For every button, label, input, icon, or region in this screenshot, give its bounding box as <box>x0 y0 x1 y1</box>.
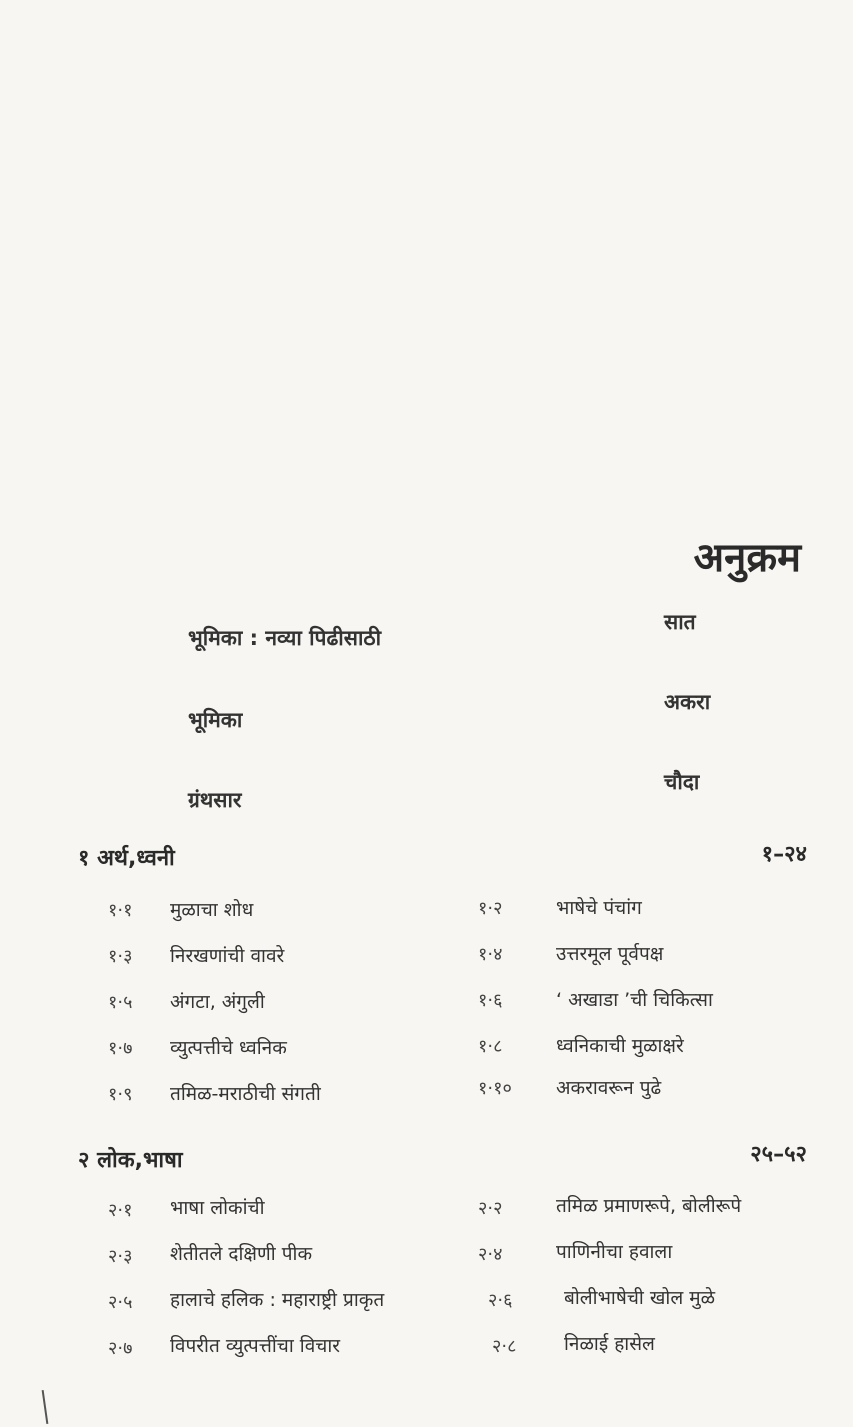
section-number: २·१ <box>108 1200 133 1221</box>
section-title: विपरीत व्युत्पत्तींचा विचार <box>170 1335 341 1357</box>
section-title: हालाचे हलिक : महाराष्ट्री प्राकृत <box>170 1289 385 1311</box>
chapter-title: २ लोक,भाषा <box>78 1148 183 1173</box>
section-number: २·२ <box>478 1198 503 1219</box>
pencil-mark <box>42 1390 49 1424</box>
section-number: २·५ <box>108 1292 133 1313</box>
section-title: ध्वनिकाची मुळाक्षरे <box>556 1035 684 1057</box>
section-title: शेतीतले दक्षिणी पीक <box>170 1243 313 1265</box>
front-matter-label: भूमिका <box>188 708 243 732</box>
section-number: १·१० <box>478 1078 512 1099</box>
section-title: बोलीभाषेची खोल मुळे <box>564 1287 716 1309</box>
section-number: २·४ <box>478 1244 503 1265</box>
section-title: पाणिनीचा हवाला <box>556 1241 673 1263</box>
chapter-title: १ अर्थ,ध्वनी <box>78 846 175 871</box>
section-title: व्युत्पत्तीचे ध्वनिक <box>170 1037 287 1059</box>
section-number: २·७ <box>108 1338 133 1359</box>
section-title: उत्तरमूल पूर्वपक्ष <box>556 943 664 965</box>
section-number: १·५ <box>108 992 133 1013</box>
section-number: २·३ <box>108 1246 133 1267</box>
section-number: १·१ <box>108 900 133 921</box>
section-title: मुळाचा शोध <box>170 899 254 921</box>
section-number: १·६ <box>478 990 503 1011</box>
section-title: अकरावरून पुढे <box>556 1077 662 1099</box>
chapter-page-range: २५–५२ <box>750 1142 807 1167</box>
section-number: २·८ <box>492 1336 517 1357</box>
section-title: ‘ अखाडा ’ची चिकित्सा <box>556 989 713 1011</box>
section-number: १·४ <box>478 944 503 965</box>
section-title: अंगटा, अंगुली <box>170 991 265 1013</box>
front-matter-page: सात <box>664 610 696 634</box>
section-number: १·७ <box>108 1038 133 1059</box>
section-title: तमिळ-मराठीची संगती <box>170 1083 321 1105</box>
section-number: १·३ <box>108 946 133 967</box>
section-number: १·८ <box>478 1036 503 1057</box>
front-matter-page: चौदा <box>664 770 700 794</box>
page-title: अनुक्रम <box>693 535 801 581</box>
section-number: २·६ <box>488 1290 513 1311</box>
section-number: १·२ <box>478 898 503 919</box>
section-title: भाषेचे पंचांग <box>556 897 642 919</box>
section-title: तमिळ प्रमाणरूपे, बोलीरूपे <box>556 1195 742 1217</box>
section-title: निरखणांची वावरे <box>170 945 285 967</box>
chapter-page-range: १–२४ <box>761 842 807 867</box>
front-matter-label: भूमिका : नव्या पिढीसाठी <box>188 626 382 650</box>
section-title: भाषा लोकांची <box>170 1197 265 1219</box>
section-number: १·९ <box>108 1084 133 1105</box>
section-title: निळाई हासेल <box>564 1333 655 1355</box>
front-matter-page: अकरा <box>664 690 711 714</box>
front-matter-label: ग्रंथसार <box>188 788 242 812</box>
